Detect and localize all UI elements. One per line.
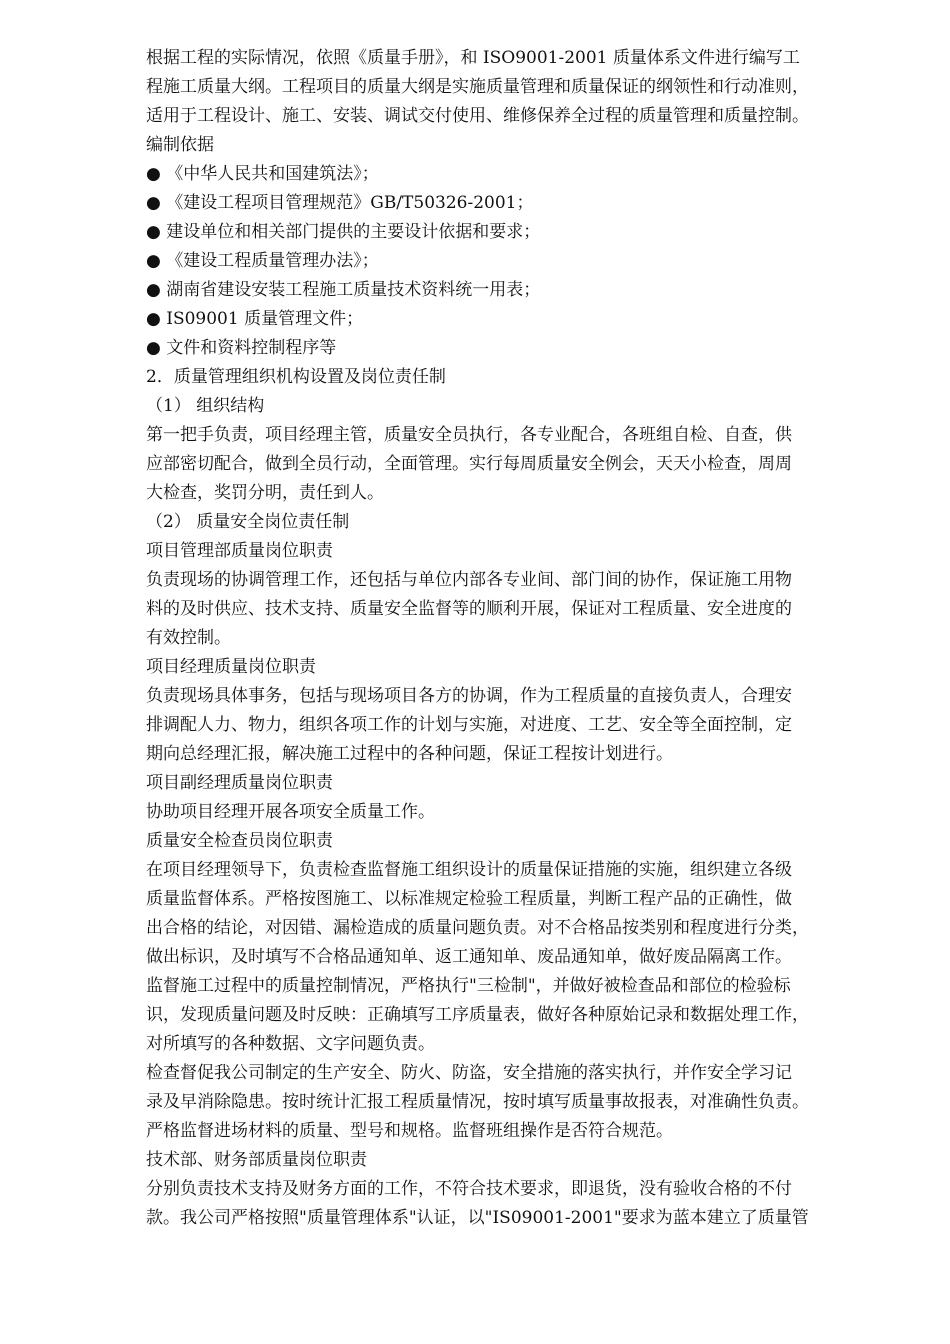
paragraph-line: 分别负责技术支持及财务方面的工作，不符合技术要求，即退货，没有验收合格的不付 (146, 1179, 792, 1199)
paragraph-line: 严格监督进场材料的质量、型号和规格。监督班组操作是否符合规范。 (146, 1121, 673, 1141)
paragraph-line: 做出标识，及时填写不合格品通知单、返工通知单、废品通知单，做好废品隔离工作。 (146, 947, 792, 967)
paragraph-line: 负责现场具体事务，包括与现场项目各方的协调，作为工程质量的直接负责人，合理安 (146, 686, 792, 706)
paragraph-line: 款。我公司严格按照"质量管理体系"认证，以"IS09001-2001"要求为蓝本建立了质量管 (146, 1208, 809, 1228)
bullet-item: ● 《建设工程质量管理办法》； (146, 251, 379, 271)
section-heading: 项目副经理质量岗位职责 (146, 773, 333, 793)
bullet-item: ● IS09001 质量管理文件； (146, 309, 364, 329)
subsection-heading: （1） 组织结构 (146, 396, 265, 416)
paragraph-line: 录及早消除隐患。按时统计汇报工程质量情况，按时填写质量事故报表，对准确性负责。 (146, 1092, 809, 1112)
paragraph-line: 根据工程的实际情况，依照《质量手册》，和 ISO9001-2001 质量体系文件进行编写工 (146, 48, 800, 68)
section-heading: 编制依据 (146, 135, 214, 155)
paragraph-line: 对所填写的各种数据、文字问题负责。 (146, 1034, 435, 1054)
paragraph-line: 出合格的结论，对因错、漏检造成的质量问题负责。对不合格品按类别和程度进行分类， (146, 918, 809, 938)
section-heading: 2．质量管理组织机构设置及岗位责任制 (146, 367, 446, 387)
paragraph-line: 应部密切配合，做到全员行动，全面管理。实行每周质量安全例会，天天小检查，周周 (146, 454, 792, 474)
paragraph-line: 期向总经理汇报，解决施工过程中的各种问题，保证工程按计划进行。 (146, 744, 673, 764)
bullet-item: ● 文件和资料控制程序等 (146, 338, 337, 358)
paragraph-line: 程施工质量大纲。工程项目的质量大纲是实施质量管理和质量保证的纲领性和行动准则， (146, 77, 809, 97)
paragraph-line: 排调配人力、物力，组织各项工作的计划与实施，对进度、工艺、安全等全面控制，定 (146, 715, 792, 735)
paragraph-line: 第一把手负责，项目经理主管，质量安全员执行，各专业配合，各班组自检、自查，供 (146, 425, 792, 445)
subsection-heading: （2） 质量安全岗位责任制 (146, 512, 350, 532)
paragraph-line: 识，发现质量问题及时反映：正确填写工序质量表，做好各种原始记录和数据处理工作， (146, 1005, 809, 1025)
section-heading: 项目管理部质量岗位职责 (146, 541, 333, 561)
paragraph-line: 适用于工程设计、施工、安装、调试交付使用、维修保养全过程的质量管理和质量控制。 (146, 106, 809, 126)
section-heading: 质量安全检查员岗位职责 (146, 831, 333, 851)
paragraph-line: 负责现场的协调管理工作，还包括与单位内部各专业间、部门间的协作，保证施工用物 (146, 570, 792, 590)
paragraph-line: 检查督促我公司制定的生产安全、防火、防盗，安全措施的落实执行，并作安全学习记 (146, 1063, 792, 1083)
bullet-item: ● 建设单位和相关部门提供的主要设计依据和要求； (146, 222, 541, 242)
document-body (146, 44, 886, 1233)
section-heading: 技术部、财务部质量岗位职责 (146, 1150, 367, 1170)
section-heading: 项目经理质量岗位职责 (146, 657, 316, 677)
paragraph-line: 在项目经理领导下，负责检查监督施工组织设计的质量保证措施的实施，组织建立各级 (146, 860, 792, 880)
paragraph-line: 料的及时供应、技术支持、质量安全监督等的顺利开展，保证对工程质量、安全进度的 (146, 599, 792, 619)
bullet-item: ● 《中华人民共和国建筑法》； (146, 164, 379, 184)
paragraph-line: 监督施工过程中的质量控制情况，严格执行"三检制"，并做好被检查品和部位的检验标 (146, 976, 791, 996)
paragraph-line: 质量监督体系。严格按图施工、以标准规定检验工程质量，判断工程产品的正确性，做 (146, 889, 792, 909)
bullet-item: ● 《建设工程项目管理规范》GB/T50326-2001； (146, 193, 534, 213)
bullet-item: ● 湖南省建设安装工程施工质量技术资料统一用表； (146, 280, 541, 300)
paragraph-line: 大检查，奖罚分明，责任到人。 (146, 483, 384, 503)
paragraph-line: 协助项目经理开展各项安全质量工作。 (146, 802, 435, 822)
paragraph-line: 有效控制。 (146, 628, 231, 648)
